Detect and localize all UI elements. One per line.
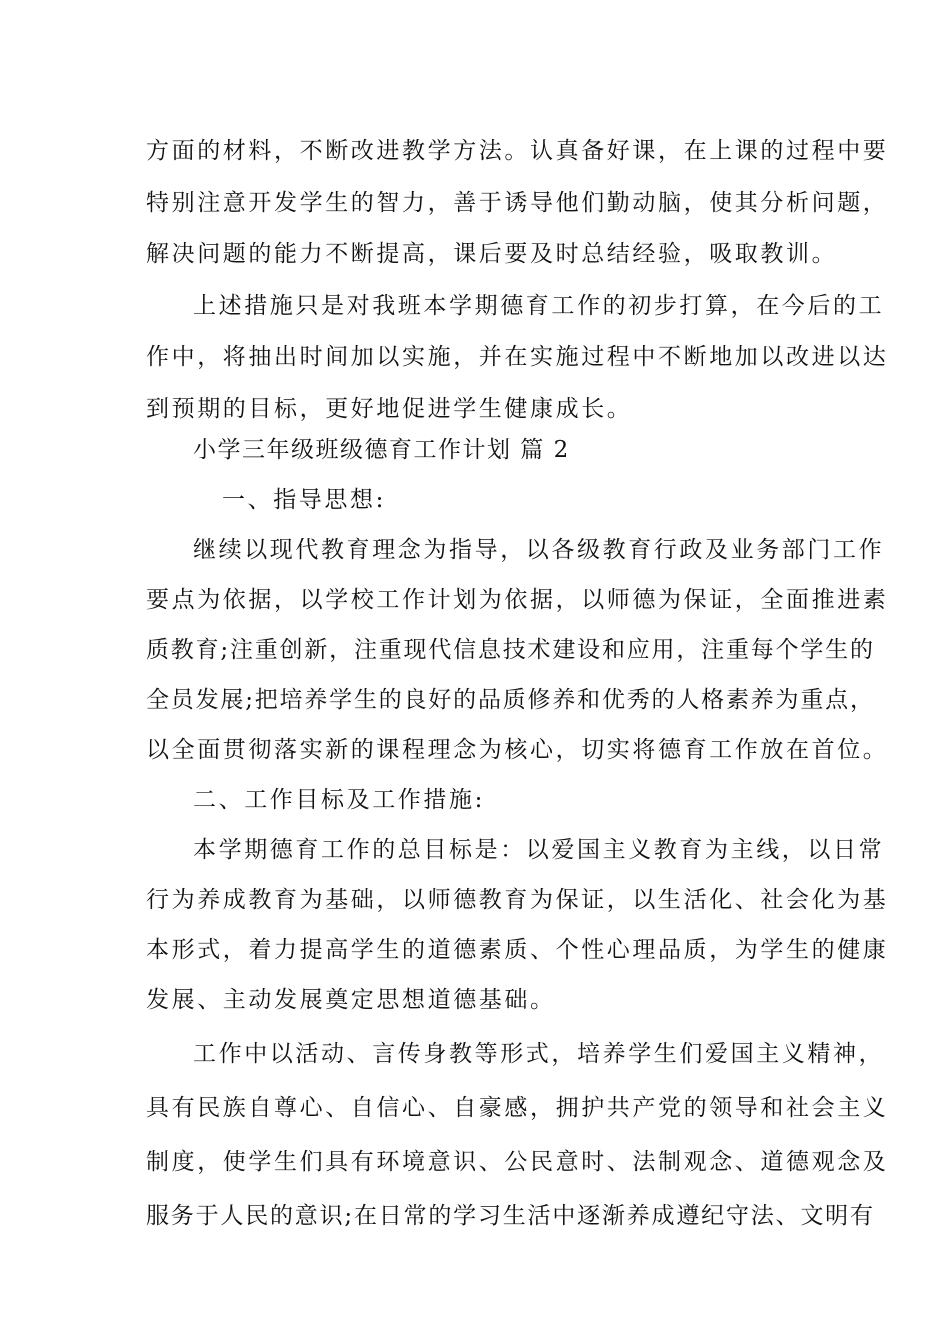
text-line: 服务于人民的意识;在日常的学习生活中逐渐养成遵纪守法、文明有: [146, 1203, 875, 1229]
text-line: 继续以现代教育理念为指导，以各级教育行政及业务部门工作: [193, 537, 885, 563]
text-line: 行为养成教育为基础，以师德教育为保证，以生活化、社会化为基: [146, 887, 889, 913]
text-line: 发展、主动发展奠定思想道德基础。: [146, 987, 556, 1013]
text-line: 上述措施只是对我班本学期德育工作的初步打算，在今后的工: [193, 293, 885, 319]
text-line: 解决问题的能力不断提高，课后要及时总结经验，吸取教训。: [146, 241, 838, 267]
section-heading: 二、工作目标及工作措施:: [193, 787, 485, 813]
text-line: 制度，使学生们具有环境意识、公民意时、法制观念、道德观念及: [146, 1149, 889, 1175]
text-line: 工作中以活动、言传身教等形式，培养学生们爱国主义精神，: [193, 1041, 885, 1067]
text-line: 特别注意开发学生的智力，善于诱导他们勤动脑，使其分析问题，: [146, 190, 889, 216]
text-line: 本学期德育工作的总目标是：以爱国主义教育为主线，以日常: [193, 837, 885, 863]
text-line: 到预期的目标，更好地促进学生健康成长。: [146, 396, 633, 422]
text-line: 本形式，着力提高学生的道德素质、个性心理品质，为学生的健康: [146, 937, 889, 963]
text-line: 作中，将抽出时间加以实施，并在实施过程中不断地加以改进以达: [146, 344, 889, 370]
text-line: 质教育;注重创新，注重现代信息技术建设和应用，注重每个学生的: [146, 637, 875, 663]
text-line: 具有民族自尊心、自信心、自豪感，拥护共产党的领导和社会主义: [146, 1095, 889, 1121]
text-line: 以全面贯彻落实新的课程理念为核心，切实将德育工作放在首位。: [146, 737, 889, 763]
text-line: 全员发展;把培养学生的良好的品质修养和优秀的人格素养为重点，: [146, 687, 875, 713]
text-line: 要点为依据，以学校工作计划为依据，以师德为保证，全面推进素: [146, 587, 889, 613]
text-line: 方面的材料，不断改进教学方法。认真备好课，在上课的过程中要: [146, 138, 889, 164]
section-heading: 一、指导思想:: [222, 487, 386, 513]
section-title: 小学三年级班级德育工作计划 篇 2: [193, 437, 570, 463]
